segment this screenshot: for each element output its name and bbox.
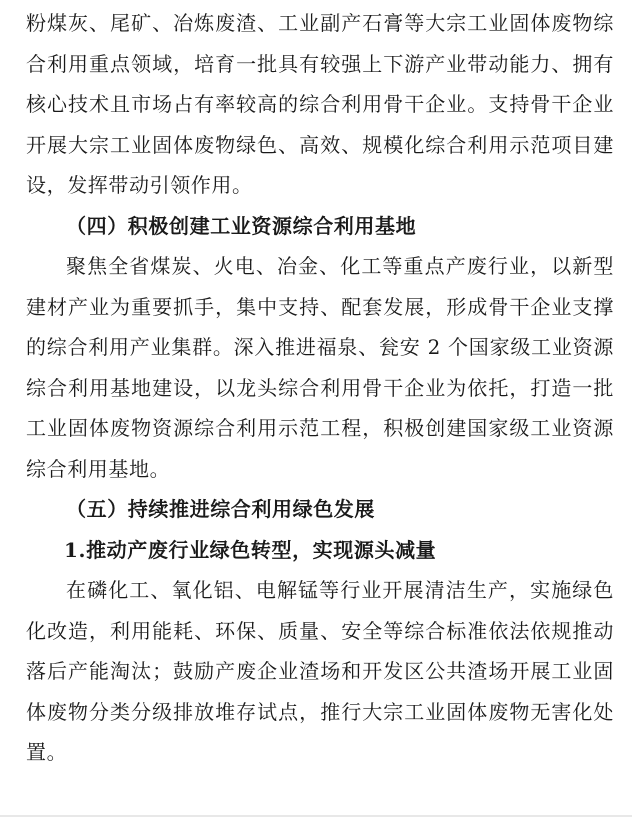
paragraph-green-transformation: 在磷化工、氧化铝、电解锰等行业开展清洁生产，实施绿色化改造，利用能耗、环保、质量、安全等综合标准依法依规推动落后产能淘汰；鼓励产废企业渣场和开发区公共渣场开展工业固体废物分类分级排放堆存试点，推行大宗工业固体废物无害化处置。 — [26, 578, 614, 764]
subheading-1: 1.推动产废行业绿色转型，实现源头减量 — [64, 537, 437, 562]
paragraph-resource-base: 聚焦全省煤炭、火电、冶金、化工等重点产废行业，以新型建材产业为重要抓手，集中支持、配套发展，形成骨干企业支撑的综合利用产业集群。深入推进福泉、瓮安 2 个国家级工业资源综合利用基地建设，以龙头综合利用骨干企业为依托，打造一批工业固体废物资源综合利用示范工程，积极创建国家级工业资源综合利用基地。 — [26, 254, 614, 481]
paragraph-bulk-waste-enterprises: 粉煤灰、尾矿、冶炼废渣、工业副产石膏等大宗工业固体废物综合利用重点领域，培育一批具有较强上下游产业带动能力、拥有核心技术且市场占有率较高的综合利用骨干企业。支持骨干企业开展大宗工业固体废物绿色、高效、规模化综合利用示范项目建设，发挥带动引领作用。 — [26, 11, 614, 197]
document-body — [26, 0, 614, 773]
section-heading-5: （五）持续推进综合利用绿色发展 — [66, 497, 375, 521]
section-heading-4: （四）积极创建工业资源综合利用基地 — [66, 213, 417, 238]
